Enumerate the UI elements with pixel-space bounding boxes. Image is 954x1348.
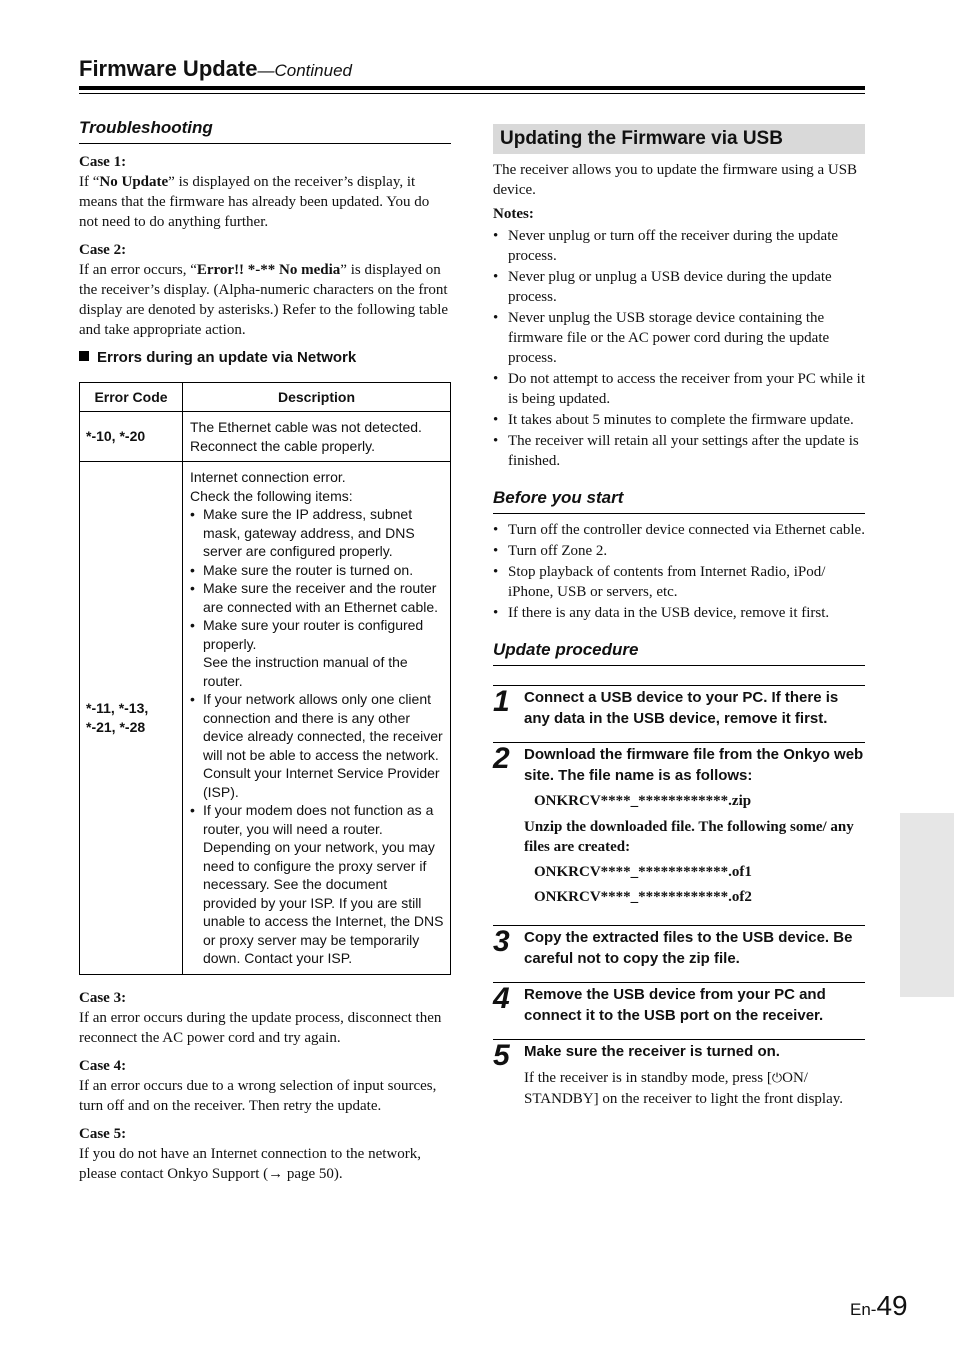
- step-instruction: Remove the USB device from your PC and connect it to the USB port on the receiver.: [524, 986, 826, 1024]
- list-item-continuation: See the instruction manual of the router.: [203, 654, 408, 689]
- note-item: • Never plug or unplug a USB device during the update process.: [493, 267, 865, 307]
- error-code-cell: *-10, *-20: [80, 412, 183, 462]
- case-4-title: Case 4:: [79, 1057, 127, 1074]
- header-rule-thick: [79, 86, 865, 90]
- description-cell: The Ethernet cable was not detected. Reconnect the cable properly.: [183, 412, 451, 462]
- note-item: • It takes about 5 minutes to complete the firmware update.: [493, 410, 865, 430]
- case-3-title: Case 3:: [79, 989, 127, 1006]
- col-header-code: Error Code: [80, 383, 183, 412]
- before-you-start-heading: Before you start: [493, 488, 865, 514]
- error-table: [79, 382, 451, 975]
- case-5-title: Case 5:: [79, 1125, 127, 1142]
- of1-file-name: ONKRCV****_************.of1: [534, 864, 752, 880]
- case-3-text: If an error occurs during the update process, disconnect then reconnect the AC power cord and try again.: [79, 1009, 442, 1046]
- of2-file-name: ONKRCV****_************.of2: [534, 889, 752, 905]
- list-item: • Make sure the IP address, subnet mask, gateway address, and DNS server are configured properly.: [190, 505, 444, 561]
- table-row: [80, 412, 451, 462]
- notes-list: [493, 226, 865, 471]
- list-item: • Make sure the receiver and the router are connected with an Ethernet cable.: [190, 579, 444, 616]
- step-number: 5: [493, 1039, 510, 1072]
- list-item: • Make sure your router is configured properly.: [190, 616, 444, 653]
- intro-text: The receiver allows you to update the firmware using a USB device.: [493, 162, 858, 198]
- step-detail: If the receiver is in standby mode, press [⏻ON/ STANDBY] on the receiver to light the front display.: [524, 1070, 844, 1107]
- step-instruction: Make sure the receiver is turned on.: [524, 1043, 780, 1060]
- list-item: • Make sure the router is turned on.: [190, 561, 444, 580]
- description-cell: Internet connection error. Check the following items: • Make sure the IP address, subnet mask, gateway address, and DNS server are configured properly. • Make sure the router is turned on. • Make sure the receiver and the router are connected with an Ethernet cable. • Make sure your router is configured properly. See the instruction manual of the router. • If your network allows only one client connection and there is any other device already connected, the receiver will not be able to access the network. Consult your Internet Service Provider (ISP). • If your modem does not function as a router, you will need a router. Depending on your network, you may need to configure the proxy server if necessary. See the document provided by your ISP. If you are still unable to access the Internet, the DNS or proxy server may be temporarily down. Contact your ISP.: [183, 462, 451, 975]
- step-instruction: Copy the extracted files to the USB device. Be careful not to copy the zip file.: [524, 929, 853, 967]
- side-tab: [900, 813, 954, 997]
- step-1: [493, 685, 865, 742]
- check-list: [190, 505, 444, 968]
- list-item: • Stop playback of contents from Internet Radio, iPod/ iPhone, USB or servers, etc.: [493, 562, 865, 602]
- list-item: • If there is any data in the USB device, remove it first.: [493, 603, 865, 623]
- step-4: [493, 982, 865, 1039]
- case-2-text: If an error occurs, “Error!! *-** No media” is displayed on the receiver’s display. (Alpha-numeric characters on the front display are denoted by asterisks.) Refer to the following table and take appropriate action.: [79, 262, 449, 338]
- before-list: [493, 520, 865, 623]
- list-item: • Turn off Zone 2.: [493, 541, 865, 561]
- left-column: [79, 118, 451, 1184]
- step-5: [493, 1039, 865, 1109]
- header-rule-thin: [79, 93, 865, 94]
- power-icon: ⏻: [771, 1071, 783, 1086]
- unzip-instruction: Unzip the downloaded file. The following some/ any files are created:: [524, 819, 854, 855]
- step-number: 2: [493, 742, 510, 775]
- update-procedure-heading: Update procedure: [493, 640, 865, 666]
- step-instruction: Download the firmware file from the Onkyo web site. The file name is as follows:: [524, 746, 864, 784]
- case-4-text: If an error occurs due to a wrong selection of input sources, turn off and on the receiver. Then retry the update.: [79, 1077, 437, 1114]
- square-bullet-icon: [79, 351, 89, 361]
- case-1-text: If “No Update” is displayed on the receiver’s display, it means that the firmware has already been updated. You do not need to do anything further.: [79, 174, 430, 230]
- note-item: • The receiver will retain all your settings after the update is finished.: [493, 431, 865, 471]
- step-number: 4: [493, 982, 510, 1015]
- page-number: En-49: [850, 1290, 908, 1321]
- error-code-cell: *-11, *-13, *-21, *-28: [80, 462, 183, 975]
- note-item: • Never unplug the USB storage device containing the firmware file or the AC power cord during the update process.: [493, 308, 865, 368]
- step-number: 3: [493, 925, 510, 958]
- list-item: • Turn off the controller device connected via Ethernet cable.: [493, 520, 865, 540]
- case-1-title: Case 1:: [79, 154, 127, 170]
- note-item: • Never unplug or turn off the receiver during the update process.: [493, 226, 865, 266]
- right-column: [493, 124, 865, 1109]
- errors-heading: Errors during an update via Network: [79, 349, 451, 366]
- list-item: • If your network allows only one client connection and there is any other device already connected, the receiver will not be able to access the network. Consult your Internet Service Provider (ISP).: [190, 690, 444, 801]
- step-instruction: Connect a USB device to your PC. If there is any data in the USB device, remove it first.: [524, 689, 839, 727]
- notes-title: Notes:: [493, 206, 534, 222]
- continued-label: —Continued: [257, 61, 353, 80]
- list-item: • If your modem does not function as a router, you will need a router. Depending on your network, you may need to configure the proxy server if necessary. See the document provided by your ISP. If you are still unable to access the Internet, the DNS or proxy server may be temporarily down. Contact your ISP.: [190, 801, 444, 968]
- step-2: [493, 742, 865, 925]
- case-2-title: Case 2:: [79, 242, 127, 258]
- table-header-row: [80, 383, 451, 412]
- section-title: Firmware Update: [79, 56, 258, 81]
- col-header-description: Description: [183, 383, 451, 412]
- page-header: [79, 56, 865, 82]
- table-row: [80, 462, 451, 975]
- zip-file-name: ONKRCV****_************.zip: [534, 793, 752, 809]
- troubleshooting-heading: Troubleshooting: [79, 118, 451, 144]
- usb-update-heading: Updating the Firmware via USB: [493, 124, 865, 154]
- case-5-text: If you do not have an Internet connection to the network, please contact Onkyo Support (→ page 50).: [79, 1145, 421, 1182]
- step-3: [493, 925, 865, 982]
- step-number: 1: [493, 685, 510, 718]
- note-item: • Do not attempt to access the receiver from your PC while it is being updated.: [493, 369, 865, 409]
